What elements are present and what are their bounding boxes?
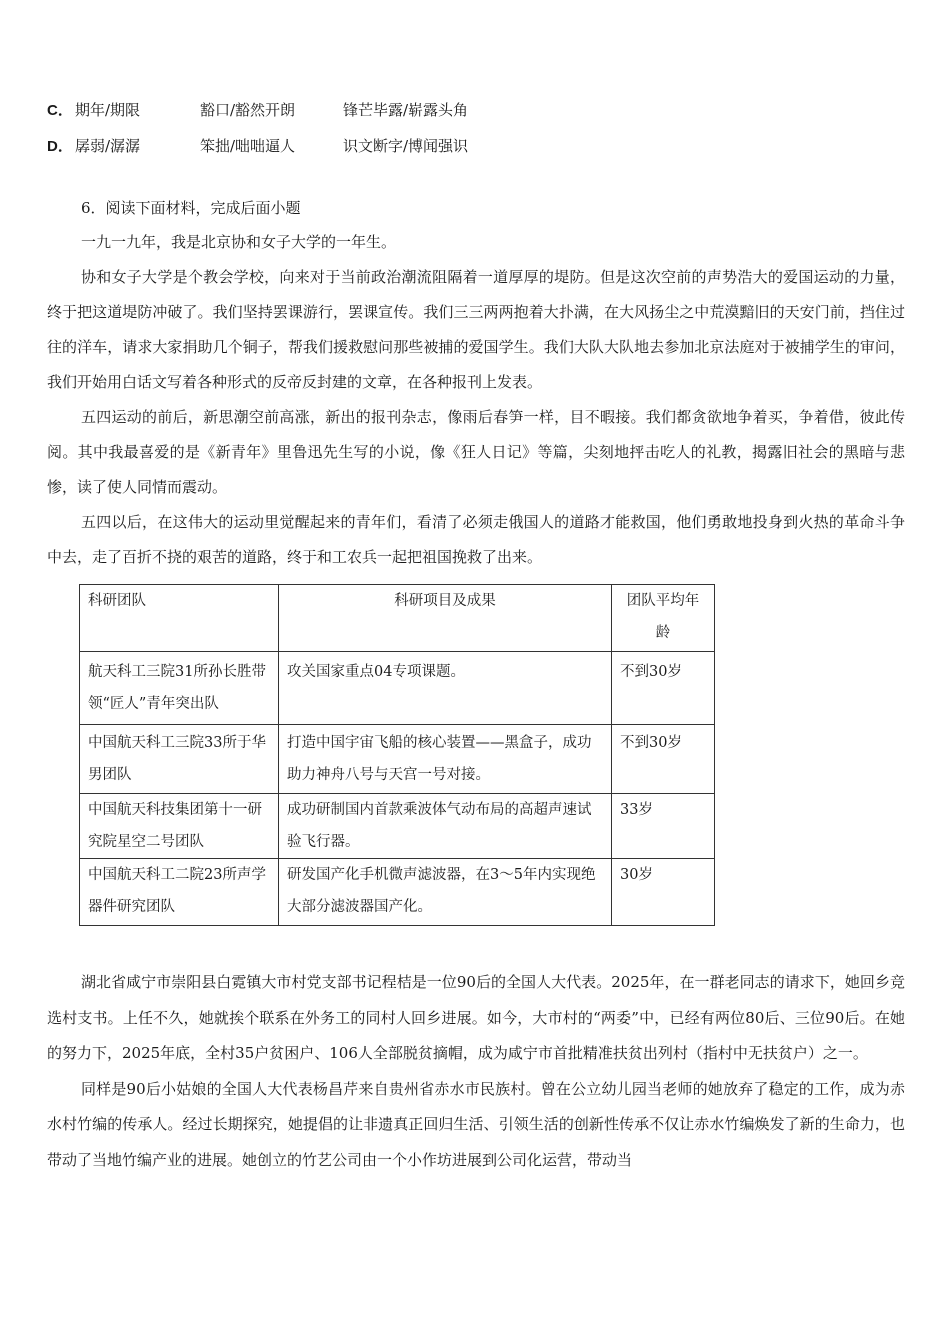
- option-item: 孱弱/潺潺: [75, 137, 141, 155]
- passage-paragraph: 一九一九年，我是北京协和女子大学的一年生。: [81, 233, 397, 251]
- option-item: 识文断字/博闻强识: [343, 137, 469, 155]
- table-cell: 航天科工三院31所孙长胜带领“匠人”青年突出队: [80, 652, 279, 725]
- table-cell: 不到30岁: [612, 725, 715, 794]
- table-cell: 中国航天科工三院33所于华男团队: [80, 725, 279, 794]
- table-cell: 中国航天科技集团第十一研究院星空二号团队: [80, 794, 279, 859]
- option-item: 锋芒毕露/崭露头角: [343, 101, 469, 119]
- passage-continued: [47, 965, 905, 1179]
- table-cell: 打造中国宇宙飞船的核心装置——黑盒子，成功助力神舟八号与天宫一号对接。: [279, 725, 612, 794]
- passage-paragraph: 湖北省咸宁市崇阳县白霓镇大市村党支部书记程桔是一位90后的全国人大代表。2025年，在一群老同志的请求下，她回乡竞选村支书。上任不久，她就挨个联系在外务工的同村人回乡进展。如今，大市村的“两委”中，已经有两位80后、三位90后。在她的努力下，2025年底，全村35户贫困户、106人全部脱贫摘帽，成为咸宁市首批精准扶贫出列村（指村中无扶贫户）之一。: [47, 973, 905, 1063]
- table-header-row: [80, 585, 715, 652]
- option-label: D．: [47, 138, 73, 155]
- table-cell: 成功研制国内首款乘波体气动布局的高超声速试验飞行器。: [279, 794, 612, 859]
- option-c: [47, 98, 469, 122]
- table-cell: 不到30岁: [612, 652, 715, 725]
- question-title: 6．阅读下面材料，完成后面小题: [81, 199, 301, 217]
- table-header-cell: 科研项目及成果: [279, 585, 612, 652]
- research-table: [79, 584, 715, 926]
- table-cell: 30岁: [612, 859, 715, 926]
- table-cell: 33岁: [612, 794, 715, 859]
- passage-paragraph: 五四运动的前后，新思潮空前高涨，新出的报刊杂志，像雨后春笋一样，目不暇接。我们都贪欲地争着买，争着借，彼此传阅。其中我最喜爱的是《新青年》里鲁迅先生写的小说，像《狂人日记》等篇，尖刻地抨击吃人的礼教，揭露旧社会的黑暗与悲惨，读了使人同情而震动。: [47, 408, 905, 496]
- table-row: [80, 859, 715, 926]
- option-item: 笨拙/咄咄逼人: [200, 137, 296, 155]
- option-item: 豁口/豁然开朗: [200, 101, 296, 119]
- table-row: [80, 794, 715, 859]
- table-cell: 攻关国家重点04专项课题。: [279, 652, 612, 725]
- passage-paragraph: 五四以后，在这伟大的运动里觉醒起来的青年们，看清了必须走俄国人的道路才能救国，他们勇敢地投身到火热的革命斗争中去，走了百折不挠的艰苦的道路，终于和工农兵一起把祖国挽救了出来。: [47, 513, 905, 566]
- table-row: [80, 652, 715, 725]
- passage-paragraph: 同样是90后小姑娘的全国人大代表杨昌芹来自贵州省赤水市民族村。曾在公立幼儿园当老师的她放弃了稳定的工作，成为赤水村竹编的传承人。经过长期探究，她提倡的让非遗真正回归生活、引领生活的创新性传承不仅让赤水竹编焕发了新的生命力，也带动了当地竹编产业的进展。她创立的竹艺公司由一个小作坊进展到公司化运营，带动当: [47, 1079, 905, 1169]
- table-row: [80, 725, 715, 794]
- option-label: C．: [47, 102, 73, 119]
- table-header-cell: 科研团队: [80, 585, 279, 652]
- option-d: [47, 134, 469, 158]
- passage: [47, 225, 905, 575]
- table-header-cell: 团队平均年龄: [612, 585, 715, 652]
- passage-paragraph: 协和女子大学是个教会学校，向来对于当前政治潮流阻隔着一道厚厚的堤防。但是这次空前的声势浩大的爱国运动的力量，终于把这道堤防冲破了。我们坚持罢课游行，罢课宣传。我们三三两两抱着大扑满，在大风扬尘之中荒漠黯旧的天安门前，挡住过往的洋车，请求大家捐助几个铜子，帮我们援救慰问那些被捕的爱国学生。我们大队大队地去参加北京法庭对于被捕学生的审问，我们开始用白话文写着各种形式的反帝反封建的文章，在各种报刊上发表。: [47, 268, 905, 391]
- table-cell: 研发国产化手机微声滤波器，在3～5年内实现绝大部分滤波器国产化。: [279, 859, 612, 926]
- option-item: 期年/期限: [75, 101, 141, 119]
- table-cell: 中国航天科工二院23所声学器件研究团队: [80, 859, 279, 926]
